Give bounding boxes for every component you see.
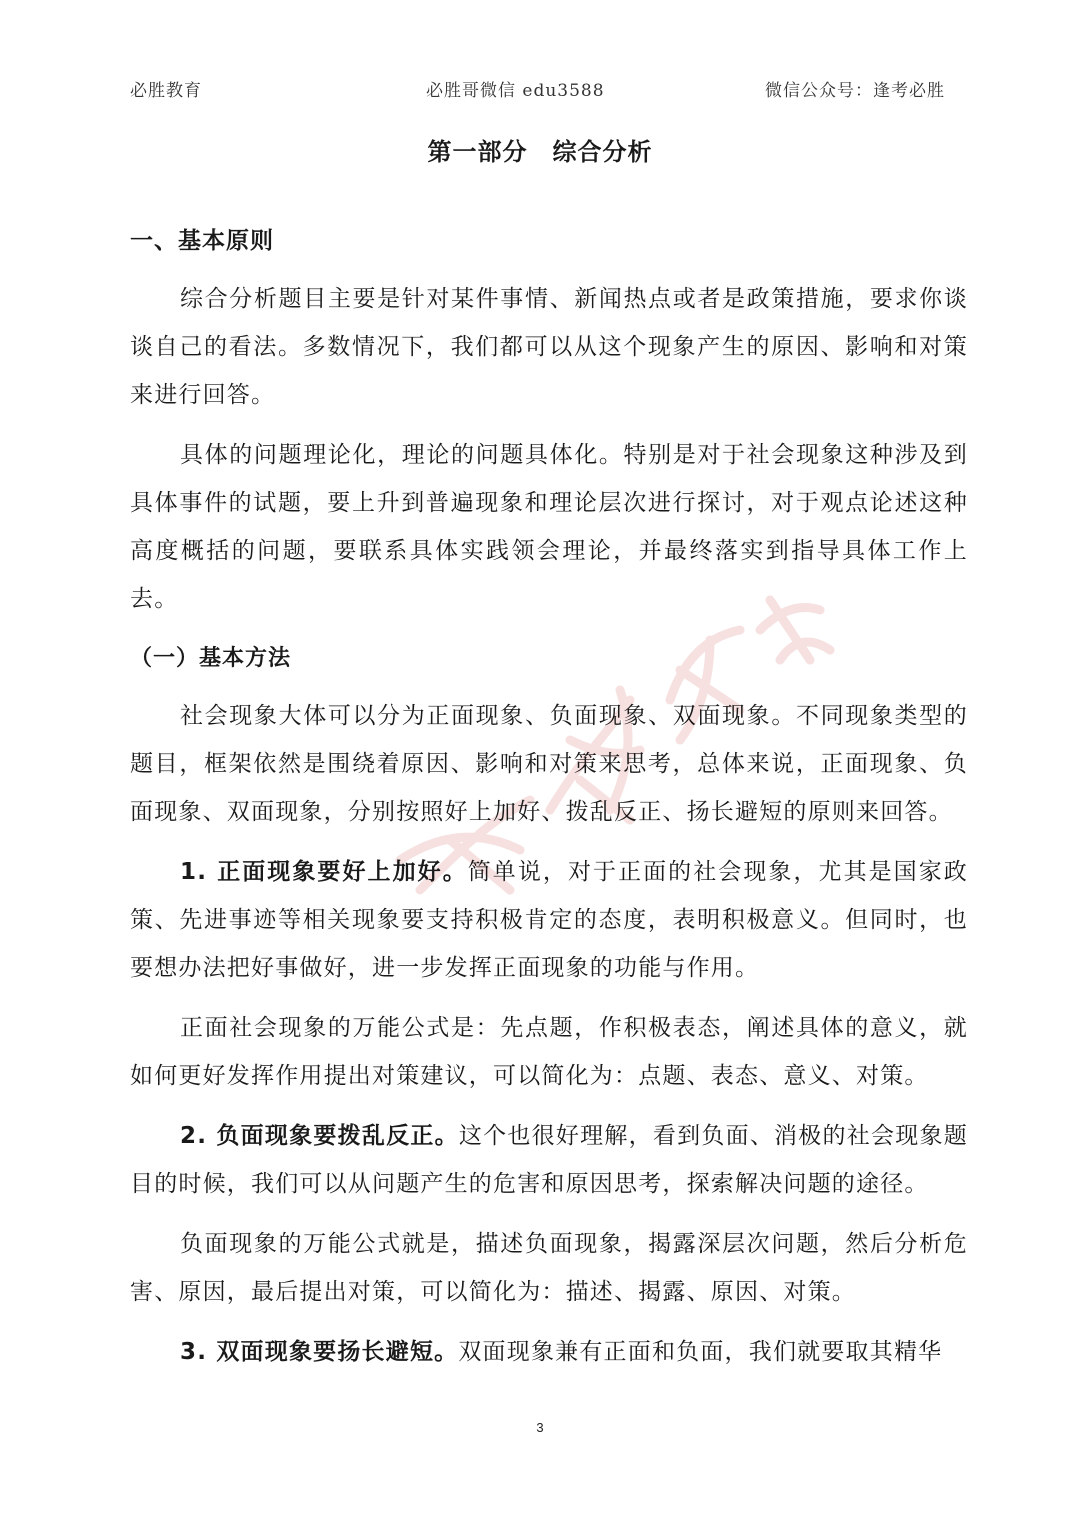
page-number: 3: [536, 1420, 544, 1435]
subsection-heading-basic-methods: （一）基本方法: [130, 646, 292, 671]
main-content: [130, 222, 968, 1388]
paragraph-item-2-formula: 负面现象的万能公式就是，描述负面现象，揭露深层次问题，然后分析危害、原因，最后提出对策，可以简化为：描述、揭露、原因、对策。: [130, 1231, 968, 1305]
item-3-lead: 3. 双面现象要扬长避短。: [180, 1339, 459, 1365]
section-heading-basic-principles: 一、基本原则: [130, 228, 274, 254]
paragraph-item-1: [130, 848, 968, 992]
paragraph-item-1-formula: 正面社会现象的万能公式是：先点题，作积极表态，阐述具体的意义，就如何更好发挥作用提出对策建议，可以简化为：点题、表态、意义、对策。: [130, 1015, 968, 1089]
item-1-lead: 1. 正面现象要好上加好。: [180, 859, 468, 885]
header-center-text: 必胜哥微信 edu3588: [426, 81, 605, 101]
item-3-text: 双面现象兼有正面和负面，我们就要取其精华: [458, 1339, 943, 1365]
item-2-lead: 2. 负面现象要拨乱反正。: [180, 1123, 459, 1149]
item-1-text: 简单说，对于正面的社会现象，尤其是国家政策、先进事迹等相关现象要支持积极肯定的态度，表明积极意义。但同时，也要想办法把好事做好，进一步发挥正面现象的功能与作用。: [130, 859, 968, 981]
paragraph-2: 具体的问题理论化，理论的问题具体化。特别是对于社会现象这种涉及到具体事件的试题，要上升到普遍现象和理论层次进行探讨，对于观点论述这种高度概括的问题，要联系具体实践领会理论，并最终落实到指导具体工作上去。: [130, 442, 968, 612]
paragraph-1: 综合分析题目主要是针对某件事情、新闻热点或者是政策措施，要求你谈谈自己的看法。多数情况下，我们都可以从这个现象产生的原因、影响和对策来进行回答。: [130, 286, 968, 408]
page-header: [130, 76, 945, 106]
paragraph-item-3: [130, 1328, 968, 1376]
header-left-text: 必胜教育: [130, 81, 202, 101]
part-title: 第一部分 综合分析: [427, 138, 653, 166]
header-right-text: 微信公众号：逢考必胜: [765, 81, 945, 101]
item-2-text: 这个也很好理解，看到负面、消极的社会现象题目的时候，我们可以从问题产生的危害和原因思考，探索解决问题的途径。: [130, 1123, 968, 1197]
paragraph-intro: 社会现象大体可以分为正面现象、负面现象、双面现象。不同现象类型的题目，框架依然是围绕着原因、影响和对策来思考，总体来说，正面现象、负面现象、双面现象，分别按照好上加好、拨乱反正、扬长避短的原则来回答。: [130, 703, 968, 825]
paragraph-item-2: [130, 1112, 968, 1208]
